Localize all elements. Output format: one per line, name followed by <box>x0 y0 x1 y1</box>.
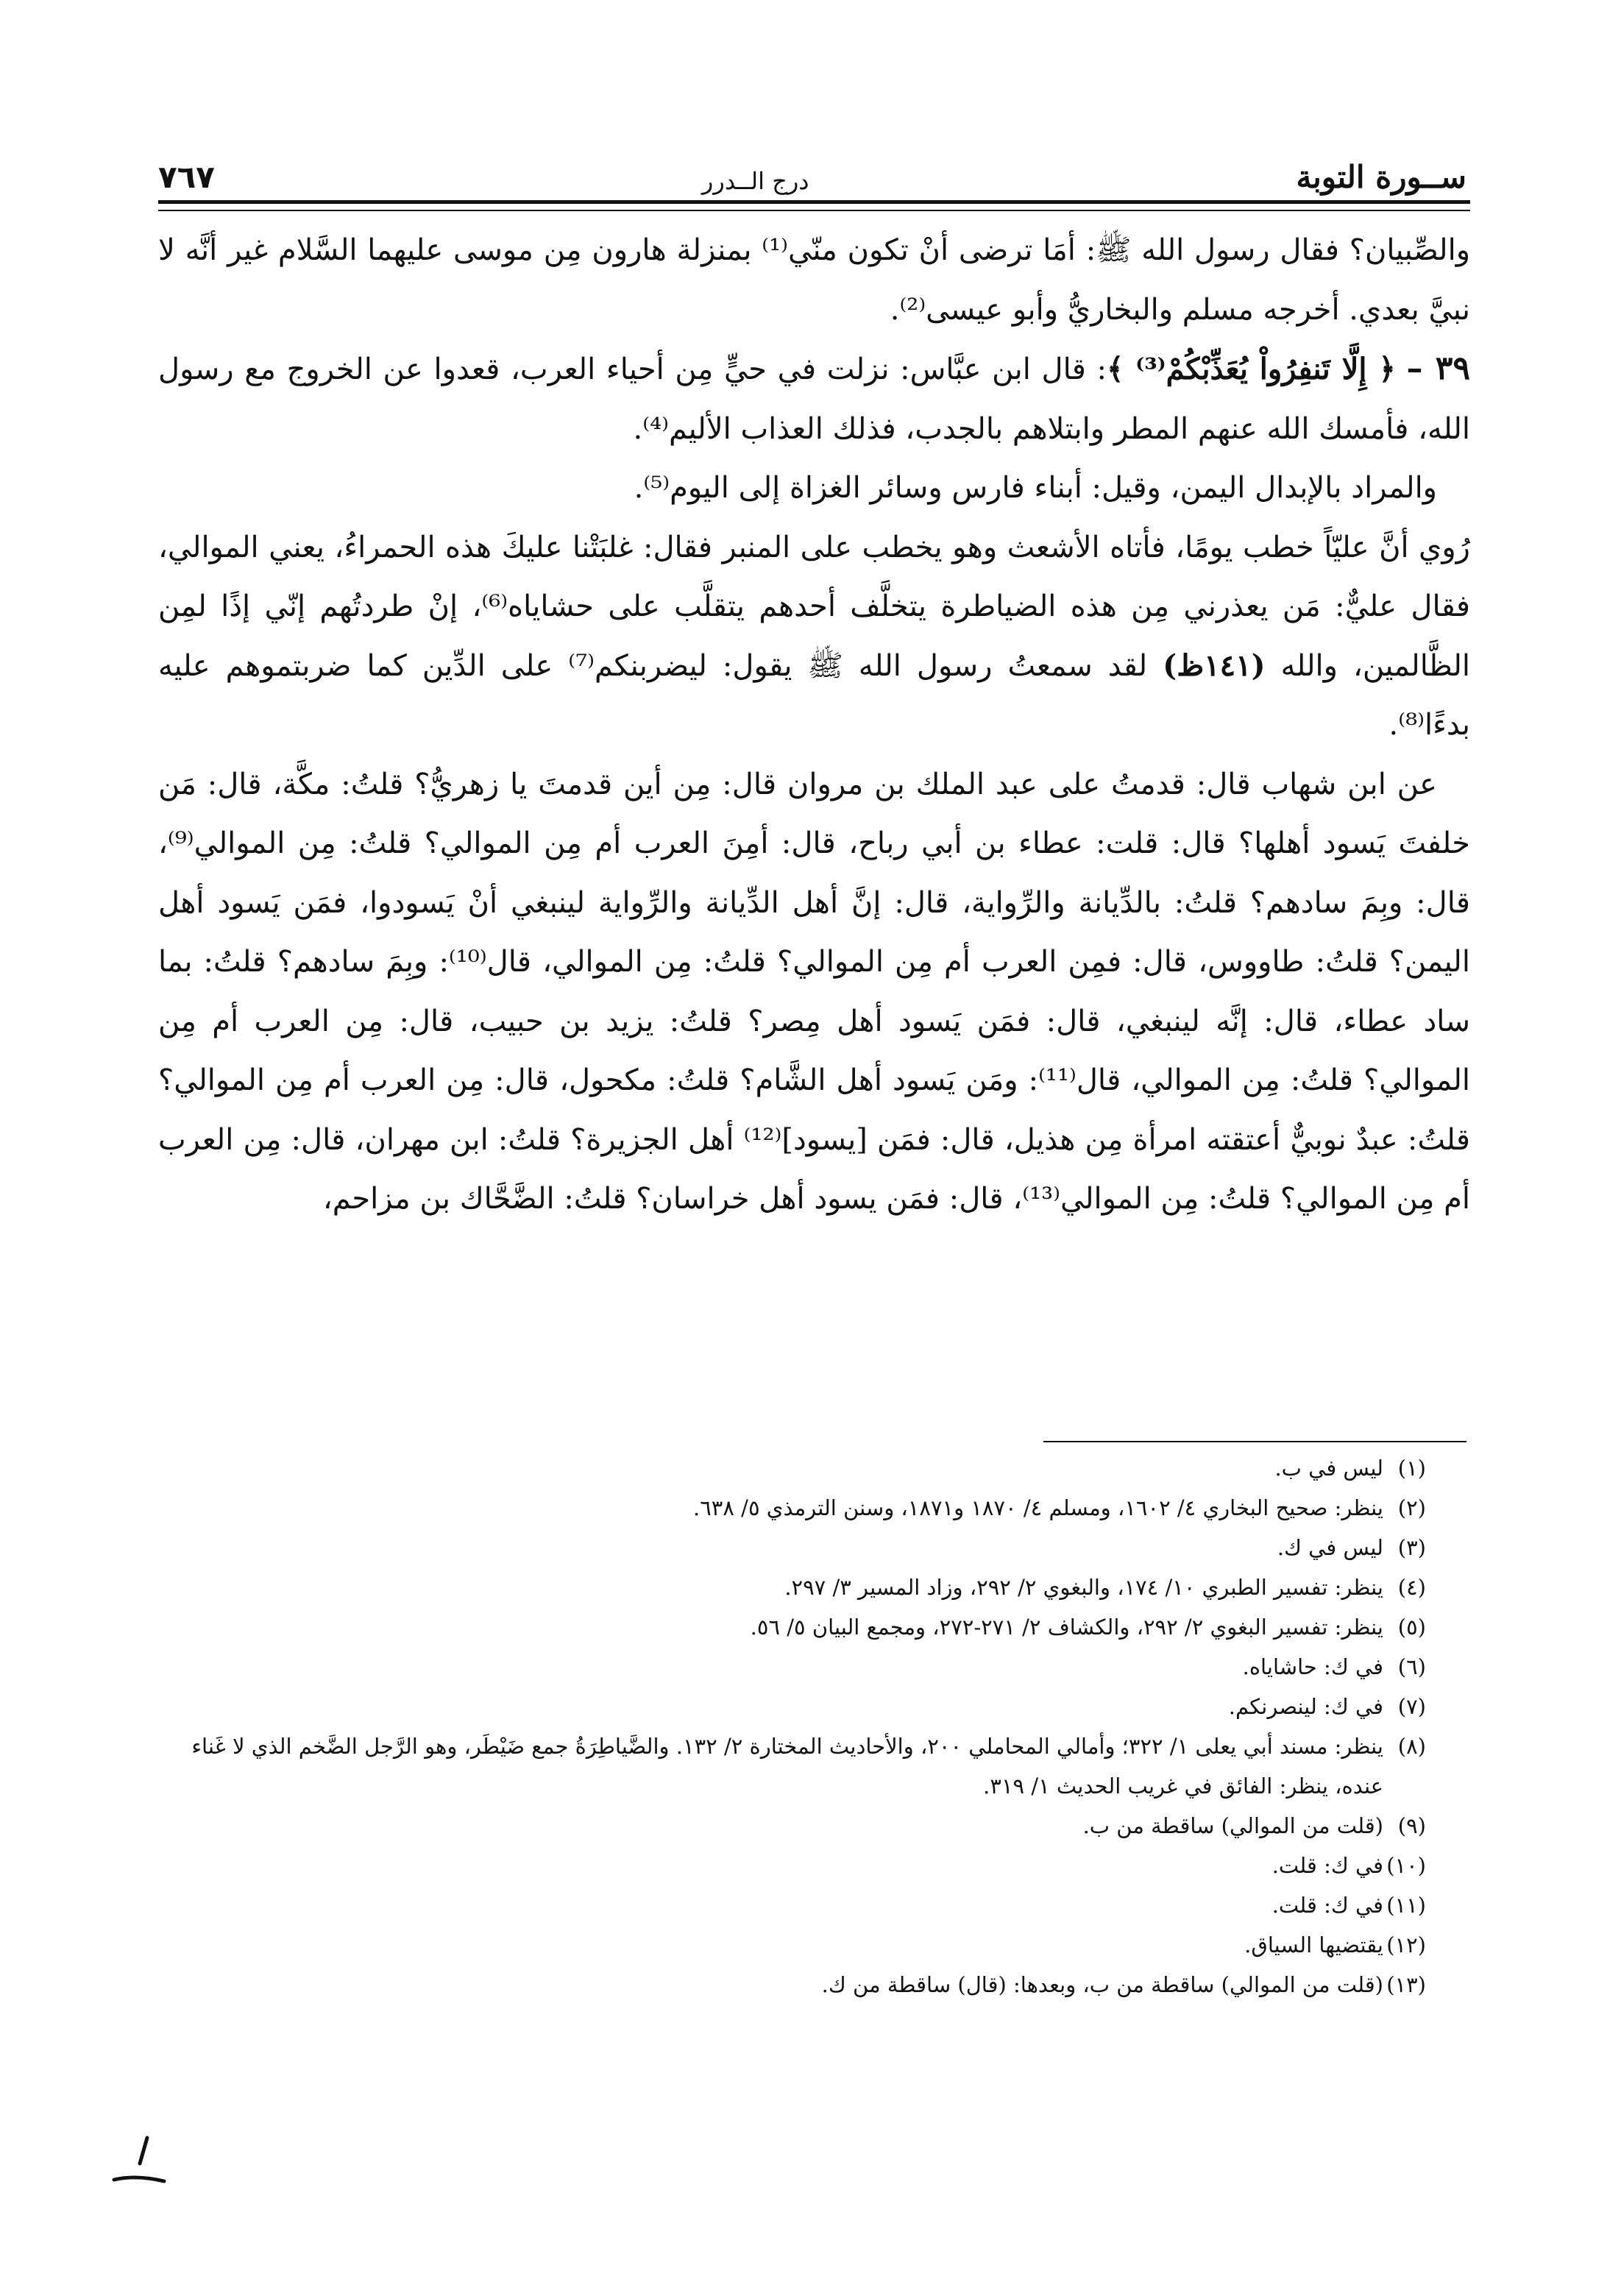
paragraph-1: والصِّبيان؟ فقال رسول الله ﷺ: أمَا ترضى أنْ تكون منّي⁽¹⁾ بمنزلة هارون مِن موسى عليهما السَّلام غير أنَّه لا نبيَّ بعدي. أخرجه مسلم والبخاريُّ وأبو عيسى⁽²⁾. <box>158 233 1471 327</box>
paragraph-4-text-a: رُوي أنَّ عليّاً خطب يومًا، فأتاه الأشعث وهو يخطب على المنبر فقال: غلبَتْنا عليكَ هذه الحمراءُ، يعني الموالي، فقال عليٌّ: مَن يعذرني مِن هذه الضياطرة يتخلَّف أحدهم يتقلَّب على حشاياه⁽⁶⁾، إنْ طردتُهم إنّي إذًا لمِن الظَّالمين، والله <box>158 530 1471 683</box>
footnote <box>158 1647 1426 1687</box>
margin-pen-mark <box>107 2134 173 2193</box>
paragraph-2-text: : قال ابن عبَّاس: نزلت في حيٍّ مِن أحياء العرب، قعدوا عن الخروج مع رسول الله، فأمسك الله عنهم المطر وابتلاهم بالجدب، فذلك العذاب الأليم⁽⁴⁾. <box>158 352 1470 446</box>
quran-verse: ﴿ إِلَّا تَنفِرُواْ يُعَذِّبْكُمْ⁽³⁾ ﴾ <box>1107 352 1396 386</box>
footnote-divider <box>1043 1441 1466 1442</box>
page-header <box>158 144 1466 195</box>
footnote-number: (٦) <box>1397 1654 1426 1679</box>
footnote-text: في ك: قلت. <box>1271 1853 1383 1878</box>
footnote-text: (قلت من الموالي) ساقطة من ب. <box>1082 1813 1383 1838</box>
paragraph-4-text-b: لقد سمعتُ رسول الله ﷺ يقول: ليضربنكم⁽⁷⁾ على الدِّين كما ضربتموهم عليه بدءًا⁽⁸⁾. <box>158 648 1470 742</box>
footnote-text: ينظر: صحيح البخاري ٤/ ١٦٠٢، ومسلم ٤/ ١٨٧٠ و١٨٧١، وسنن الترمذي ٥/ ٦٣٨. <box>693 1495 1383 1520</box>
footnote <box>158 1567 1426 1607</box>
paragraph-5: عن ابن شهاب قال: قدمتُ على عبد الملك بن مروان قال: مِن أين قدمتَ يا زهريُّ؟ قلتُ: مكَّة، قال: مَن خلفتَ يَسود أهلها؟ قال: قلت: عطاء بن أبي رباح، قال: أمِنَ العرب أم مِن الموالي؟ قلتُ: مِن الموالي⁽⁹⁾، قال: وبِمَ سادهم؟ قلتُ: بالدِّيانة والرِّواية، قال: إنَّ أهل الدِّيانة والرِّواية لينبغي أنْ يَسودوا، فمَن يَسود أهل اليمن؟ قلتُ: طاووس، قال: فمِن العرب أم مِن الموالي؟ قلتُ: مِن الموالي، قال⁽¹⁰⁾: وبِمَ سادهم؟ قلتُ: بما ساد عطاء، قال: إنَّه لينبغي، قال: فمَن يَسود أهل مِصر؟ قلتُ: يزيد بن حبيب، قال: مِن العرب أم مِن الموالي؟ قلتُ: مِن الموالي، قال⁽¹¹⁾: ومَن يَسود أهل الشَّام؟ قلتُ: مكحول، قال: مِن العرب أم مِن الموالي؟ قلتُ: عبدٌ نوبيٌّ أعتقته امرأة مِن هذيل، قال: فمَن [يسود]⁽¹²⁾ أهل الجزيرة؟ قلتُ: ابن مهران، قال: مِن العرب أم مِن الموالي؟ قلتُ: مِن الموالي⁽¹³⁾، قال: فمَن يسود أهل خراسان؟ قلتُ: الضَّحَّاك بن مزاحم، <box>158 767 1471 1216</box>
footnote-text: في ك: قلت. <box>1271 1893 1383 1918</box>
ayah-number: ٣٩ – <box>1406 350 1471 387</box>
paragraph-3: والمراد بالإبدال اليمن، وقيل: أبناء فارس وسائر الغزاة إلى اليوم⁽⁵⁾. <box>634 471 1437 505</box>
footnote-number: (٧) <box>1397 1694 1426 1719</box>
footnote-text: في ك: حاشاياه. <box>1242 1654 1383 1679</box>
surah-title: ســورة التوبة <box>1296 159 1466 195</box>
footnote-number: (٤) <box>1397 1575 1426 1600</box>
paragraph-4 <box>158 518 1470 755</box>
footnote <box>158 1925 1426 1965</box>
footnote <box>158 1846 1426 1885</box>
main-text <box>158 221 1470 1229</box>
footnote <box>158 1806 1426 1846</box>
footnote-number: (٥) <box>1397 1615 1426 1640</box>
footnote <box>158 1885 1426 1925</box>
footnote <box>158 1726 1426 1806</box>
footnote <box>158 1448 1426 1488</box>
footnote-number: (١٢) <box>1386 1932 1426 1957</box>
footnote-text: (قلت من الموالي) ساقطة من ب، وبعدها: (قال) ساقطة من ك. <box>821 1972 1383 1997</box>
footnote-number: (٣) <box>1397 1535 1426 1560</box>
footnote-number: (١٠) <box>1386 1853 1426 1878</box>
footnote <box>158 1687 1426 1726</box>
footnote-text: في ك: لينصرنكم. <box>1228 1694 1383 1719</box>
book-title: درج الــدرر <box>701 167 809 195</box>
page-number: ٧٦٧ <box>158 159 215 195</box>
footnote-text: ليس في ب. <box>1274 1456 1383 1481</box>
footnote-text: يقتضيها السياق. <box>1244 1932 1383 1957</box>
footnote-number: (١١) <box>1386 1893 1426 1918</box>
footnote-text: ينظر: تفسير الطبري ١٠/ ١٧٤، والبغوي ٢/ ٢٩٢، وزاد المسير ٣/ ٢٩٧. <box>784 1575 1383 1600</box>
footnote-text: ينظر: تفسير البغوي ٢/ ٢٩٢، والكشاف ٢/ ٢٧١-٢٧٢، ومجمع البيان ٥/ ٥٦. <box>750 1615 1383 1640</box>
footnote-number: (٩) <box>1397 1813 1426 1838</box>
footnotes <box>158 1448 1426 2005</box>
footnote <box>158 1965 1426 2005</box>
footnote <box>158 1607 1426 1647</box>
footnote-number: (٢) <box>1397 1495 1426 1520</box>
paragraph-2 <box>158 339 1470 458</box>
header-rule <box>158 200 1470 211</box>
footnote <box>158 1488 1426 1528</box>
footnote-text: ينظر: مسند أبي يعلى ١/ ٣٢٢؛ وأمالي المحاملي ٢٠٠، والأحاديث المختارة ٢/ ١٣٢. والضَّياطِرَةُ جمع ضَيْطَر، وهو الرَّجل الضَّخم الذي لا غَناء عنده، ينظر: الفائق في غريب الحديث ١/ ٣١٩. <box>191 1734 1383 1799</box>
footnote-text: ليس في ك. <box>1277 1535 1383 1560</box>
footnote-number: (١) <box>1397 1456 1426 1481</box>
footnote-number: (٨) <box>1397 1734 1426 1759</box>
footnote <box>158 1528 1426 1567</box>
folio-marker: (١٤١ظ) <box>1163 648 1266 683</box>
footnote-number: (١٣) <box>1386 1972 1426 1997</box>
